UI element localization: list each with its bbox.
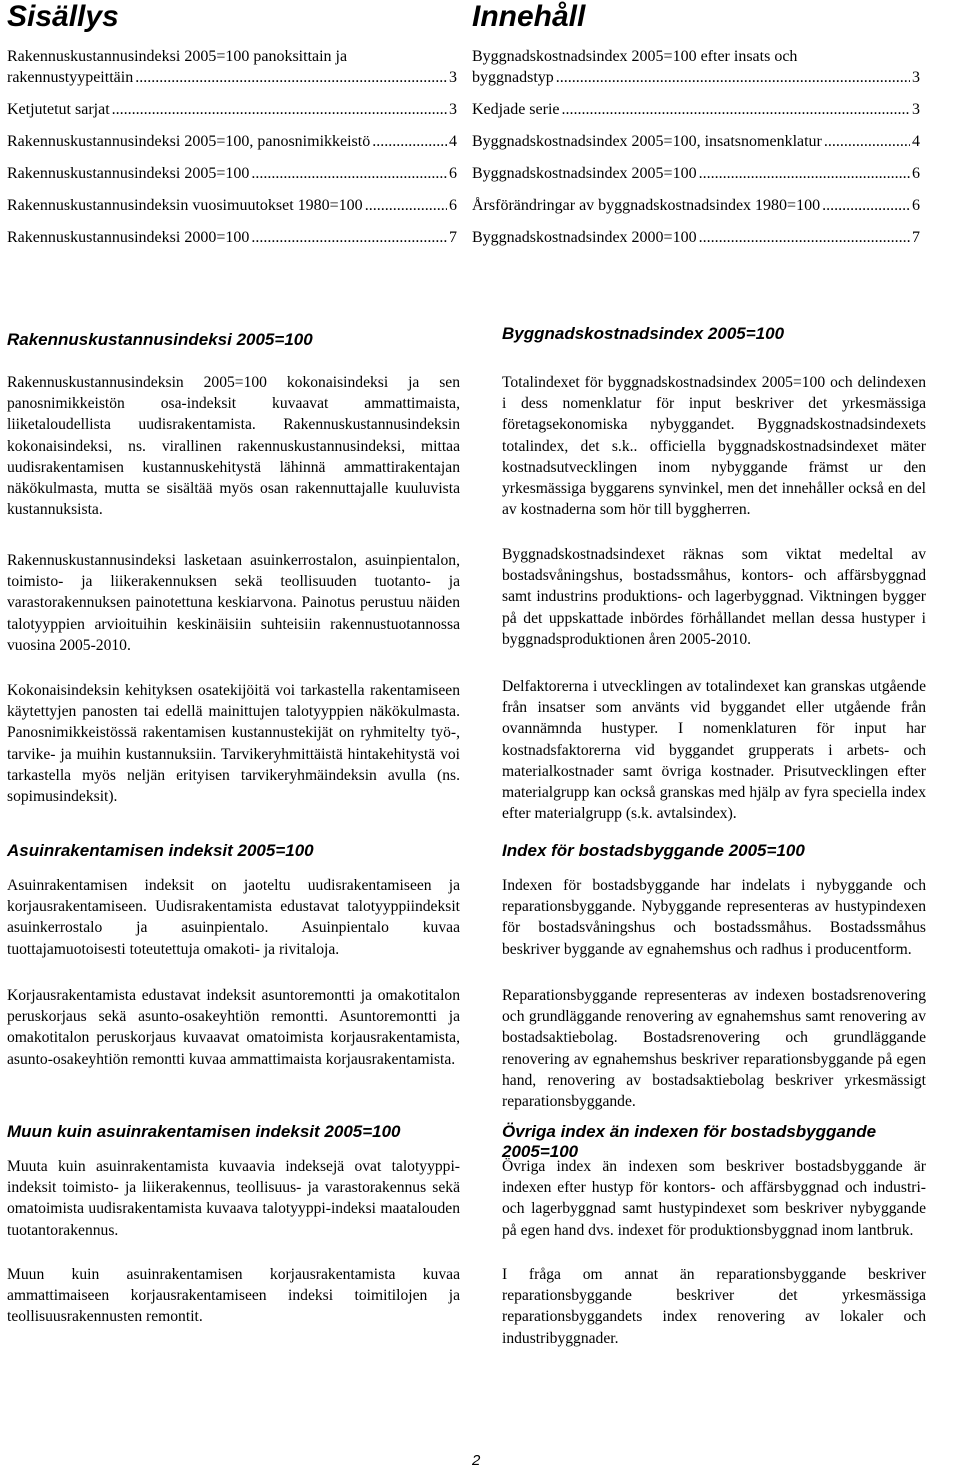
toc-entry[interactable]: Rakennuskustannusindeksi 2005=100 panoksittain ja rakennustyypeittäin ..... 3 bbox=[7, 46, 457, 88]
paragraph: Byggnadskostnadsindexet räknas som viktat medeltal av bostadsvåningshus, bostadssmåhus, kontors- och affärsbyggnad samt industrins produktions- och lagerbyggnad. Viktningen bygger på det uppskattade inbördes förhållandet mellan dessa hustyper i byggnadsproduktionen åren 2005-2010. bbox=[502, 546, 926, 648]
paragraph: Kokonaisindeksin kehityksen osatekijöitä voi tarkastella rakentamiseen käytettyjen panosten tai edellä mainittujen talotyyppien näkökulmasta. Panosnimikkeistössä rakentamisen kustannustekijät on ryhmitelty työ-, tarvike- ja muihin kustannuksiin. Tarvikeryhmittäistä hintakehitystä voi tarkastella myös neljän erityisen tarvikeryhmäindeksin avulla (ns. sopimusindeksit). bbox=[7, 682, 460, 806]
toc-entry[interactable]: Kedjade serie ..... 3 bbox=[472, 99, 920, 120]
paragraph: Rakennuskustannusindeksin 2005=100 kokonaisindeksi ja sen panosnimikkeistön osa-indeksit kuvaavat ammattimaista, liiketaloudellista uudisrakentamista. Rakennuskustannusindeksin kokonaisindeksi, ns. virallinen rakennuskustannusindeksi, mittaa uudisrakentamisen kustannuskehitystä lähinnä ammattirakentajan näkökulmasta, mutta se sisältää myös osan rakennuttajalle kuuluvista kustannuksista. bbox=[7, 374, 460, 519]
toc-title-fi: Sisällys bbox=[7, 0, 119, 33]
section-heading: Övriga index än indexen för bostadsbyggande 2005=100 bbox=[502, 1122, 877, 1161]
paragraph: Muun kuin asuinrakentamisen korjausrakentamista kuvaa ammattimaiseen korjausrakentamiseen indeksi toimitilojen ja teollisuusrakennusten remontit. bbox=[7, 1266, 460, 1326]
section-heading: Index för bostadsbyggande 2005=100 bbox=[502, 841, 805, 860]
toc-entry[interactable]: Rakennuskustannusindeksi 2005=100 ..... 6 bbox=[7, 163, 457, 184]
section-heading: Asuinrakentamisen indeksit 2005=100 bbox=[7, 841, 314, 860]
toc-fi bbox=[7, 46, 457, 259]
paragraph: Totalindexet för byggnadskostnadsindex 2005=100 och delindexen i dess nomenklatur för input beskriver det yrkesmässiga företagsekonomiska nybyggandet. Byggnadskostnadsindexets totalindex, det s.k.. officiella byggnadskostnadsindexet mäter kostnadsutvecklingen inom nybyggande främst ur den yrkesmässiga byggarens synvinkel, men det innehåller också en del av kostnaderna som hör till byggherren. bbox=[502, 374, 926, 519]
toc-entry[interactable]: Rakennuskustannusindeksi 2000=100 ..... 7 bbox=[7, 227, 457, 248]
toc-entry[interactable]: Rakennuskustannusindeksi 2005=100, panosnimikkeistö ..... 4 bbox=[7, 131, 457, 152]
toc-entry[interactable]: Rakennuskustannusindeksin vuosimuutokset 1980=100 ..... 6 bbox=[7, 195, 457, 216]
toc-title-sv: Innehåll bbox=[472, 0, 586, 33]
paragraph: I fråga om annat än reparationsbyggande beskriver reparationsbyggande beskriver det yrkesmässiga reparationsbyggandets index renovering av lokaler och industribyggnader. bbox=[502, 1266, 926, 1347]
paragraph: Korjausrakentamista edustavat indeksit asuntoremontti ja omakotitalon peruskorjaus sekä asunto-osakeyhtiön remontti. Asuntoremontti ja omakotitalon peruskorjaus kuvaavat omatoimista korjausrakentamista, asunto-osakeyhtiön remontti kuvaa ammattimaista korjausrakentamista. bbox=[7, 987, 460, 1068]
paragraph: Asuinrakentamisen indeksit on jaoteltu uudisrakentamiseen ja korjausrakentamiseen. Uudisrakentamista edustavat talotyyppiindeksit asuinkerrostalo ja asuinpientalo. Asuinpientalo kuvaa tuottajamuotoisesti toteutettuja omakoti- ja rivitaloja. bbox=[7, 877, 460, 958]
section-heading: Byggnadskostnadsindex 2005=100 bbox=[502, 324, 785, 343]
paragraph: Rakennuskustannusindeksi lasketaan asuinkerrostalon, asuinpientalon, toimisto- ja liikerakennuksen sekä teollisuuden tuotanto- ja varastorakennuksen painotettuna keskiarvona. Painotus perustuu näiden talotyyppien arvioituihin keskinäisiin suhteisiin rakennustuotannossa vuosina 2005-2010. bbox=[7, 552, 460, 654]
toc-entry[interactable]: Byggnadskostnadsindex 2005=100, insatsnomenklatur ..... 4 bbox=[472, 131, 920, 152]
toc-sv bbox=[472, 46, 920, 259]
toc-entry[interactable]: Årsförändringar av byggnadskostnadsindex 1980=100 ..... 6 bbox=[472, 195, 920, 216]
paragraph: Övriga index än indexen som beskriver bostadsbyggande är indexen efter hustyp för kontors- och affärsbyggnad och industri- och lagerbyggnad samt hustypindexet som beskriver nybyggande på egen hand dvs. indexet för produktionsbyggnad inom lantbruk. bbox=[502, 1158, 926, 1239]
section-heading: Muun kuin asuinrakentamisen indeksit 2005=100 bbox=[7, 1122, 401, 1141]
paragraph: Delfaktorerna i utvecklingen av totalindexet kan granskas utgående från insatser som använts vid byggandet eller utgående från ovannämnda hustyper. I nomenklaturen för input har kostnadsfaktorerna vid byggandet grupperats i arbets- och materialkostnader samt övriga kostnader. Prisutvecklingen efter materialgrupp kan också granskas med hjälp av fyra speciella index efter materialgrupp (s.k. avtalsindex). bbox=[502, 678, 926, 823]
toc-entry[interactable]: Byggnadskostnadsindex 2005=100 ..... 6 bbox=[472, 163, 920, 184]
paragraph: Reparationsbyggande representeras av indexen bostadsrenovering och grundläggande renovering av egnahemshus samt renovering av bostadsaktiebolag. Bostadsrenovering och grundläggande renovering av egnahemshus beskriver reparationsbyggande på egen hand, renovering av bostadsaktiebolag beskriver yrkesmässigt reparationsbyggande. bbox=[502, 987, 926, 1111]
paragraph: Indexen för bostadsbyggande har indelats i nybyggande och reparationsbyggande. Nybyggande representeras av hustypindexen för bostadsvåningshus och bostadssmåhus. Bostadssmåhus beskriver byggande av egnahemshus och radhus i producentform. bbox=[502, 877, 926, 958]
page-number: 2 bbox=[472, 1452, 481, 1469]
toc-entry[interactable]: Byggnadskostnadsindex 2005=100 efter insats och byggnadstyp ..... 3 bbox=[472, 46, 920, 88]
toc-entry[interactable]: Byggnadskostnadsindex 2000=100 ..... 7 bbox=[472, 227, 920, 248]
paragraph: Muuta kuin asuinrakentamista kuvaavia indeksejä ovat talotyyppi-indeksit toimisto- ja liikerakennus, teollisuus- ja varastorakennus sekä omatoimista uudisrakentamista kuvaava talotyyppi-indeksi maatalouden tuotantorakennus. bbox=[7, 1158, 460, 1239]
toc-entry[interactable]: Ketjutetut sarjat ..... 3 bbox=[7, 99, 457, 120]
section-heading: Rakennuskustannusindeksi 2005=100 bbox=[7, 330, 313, 349]
